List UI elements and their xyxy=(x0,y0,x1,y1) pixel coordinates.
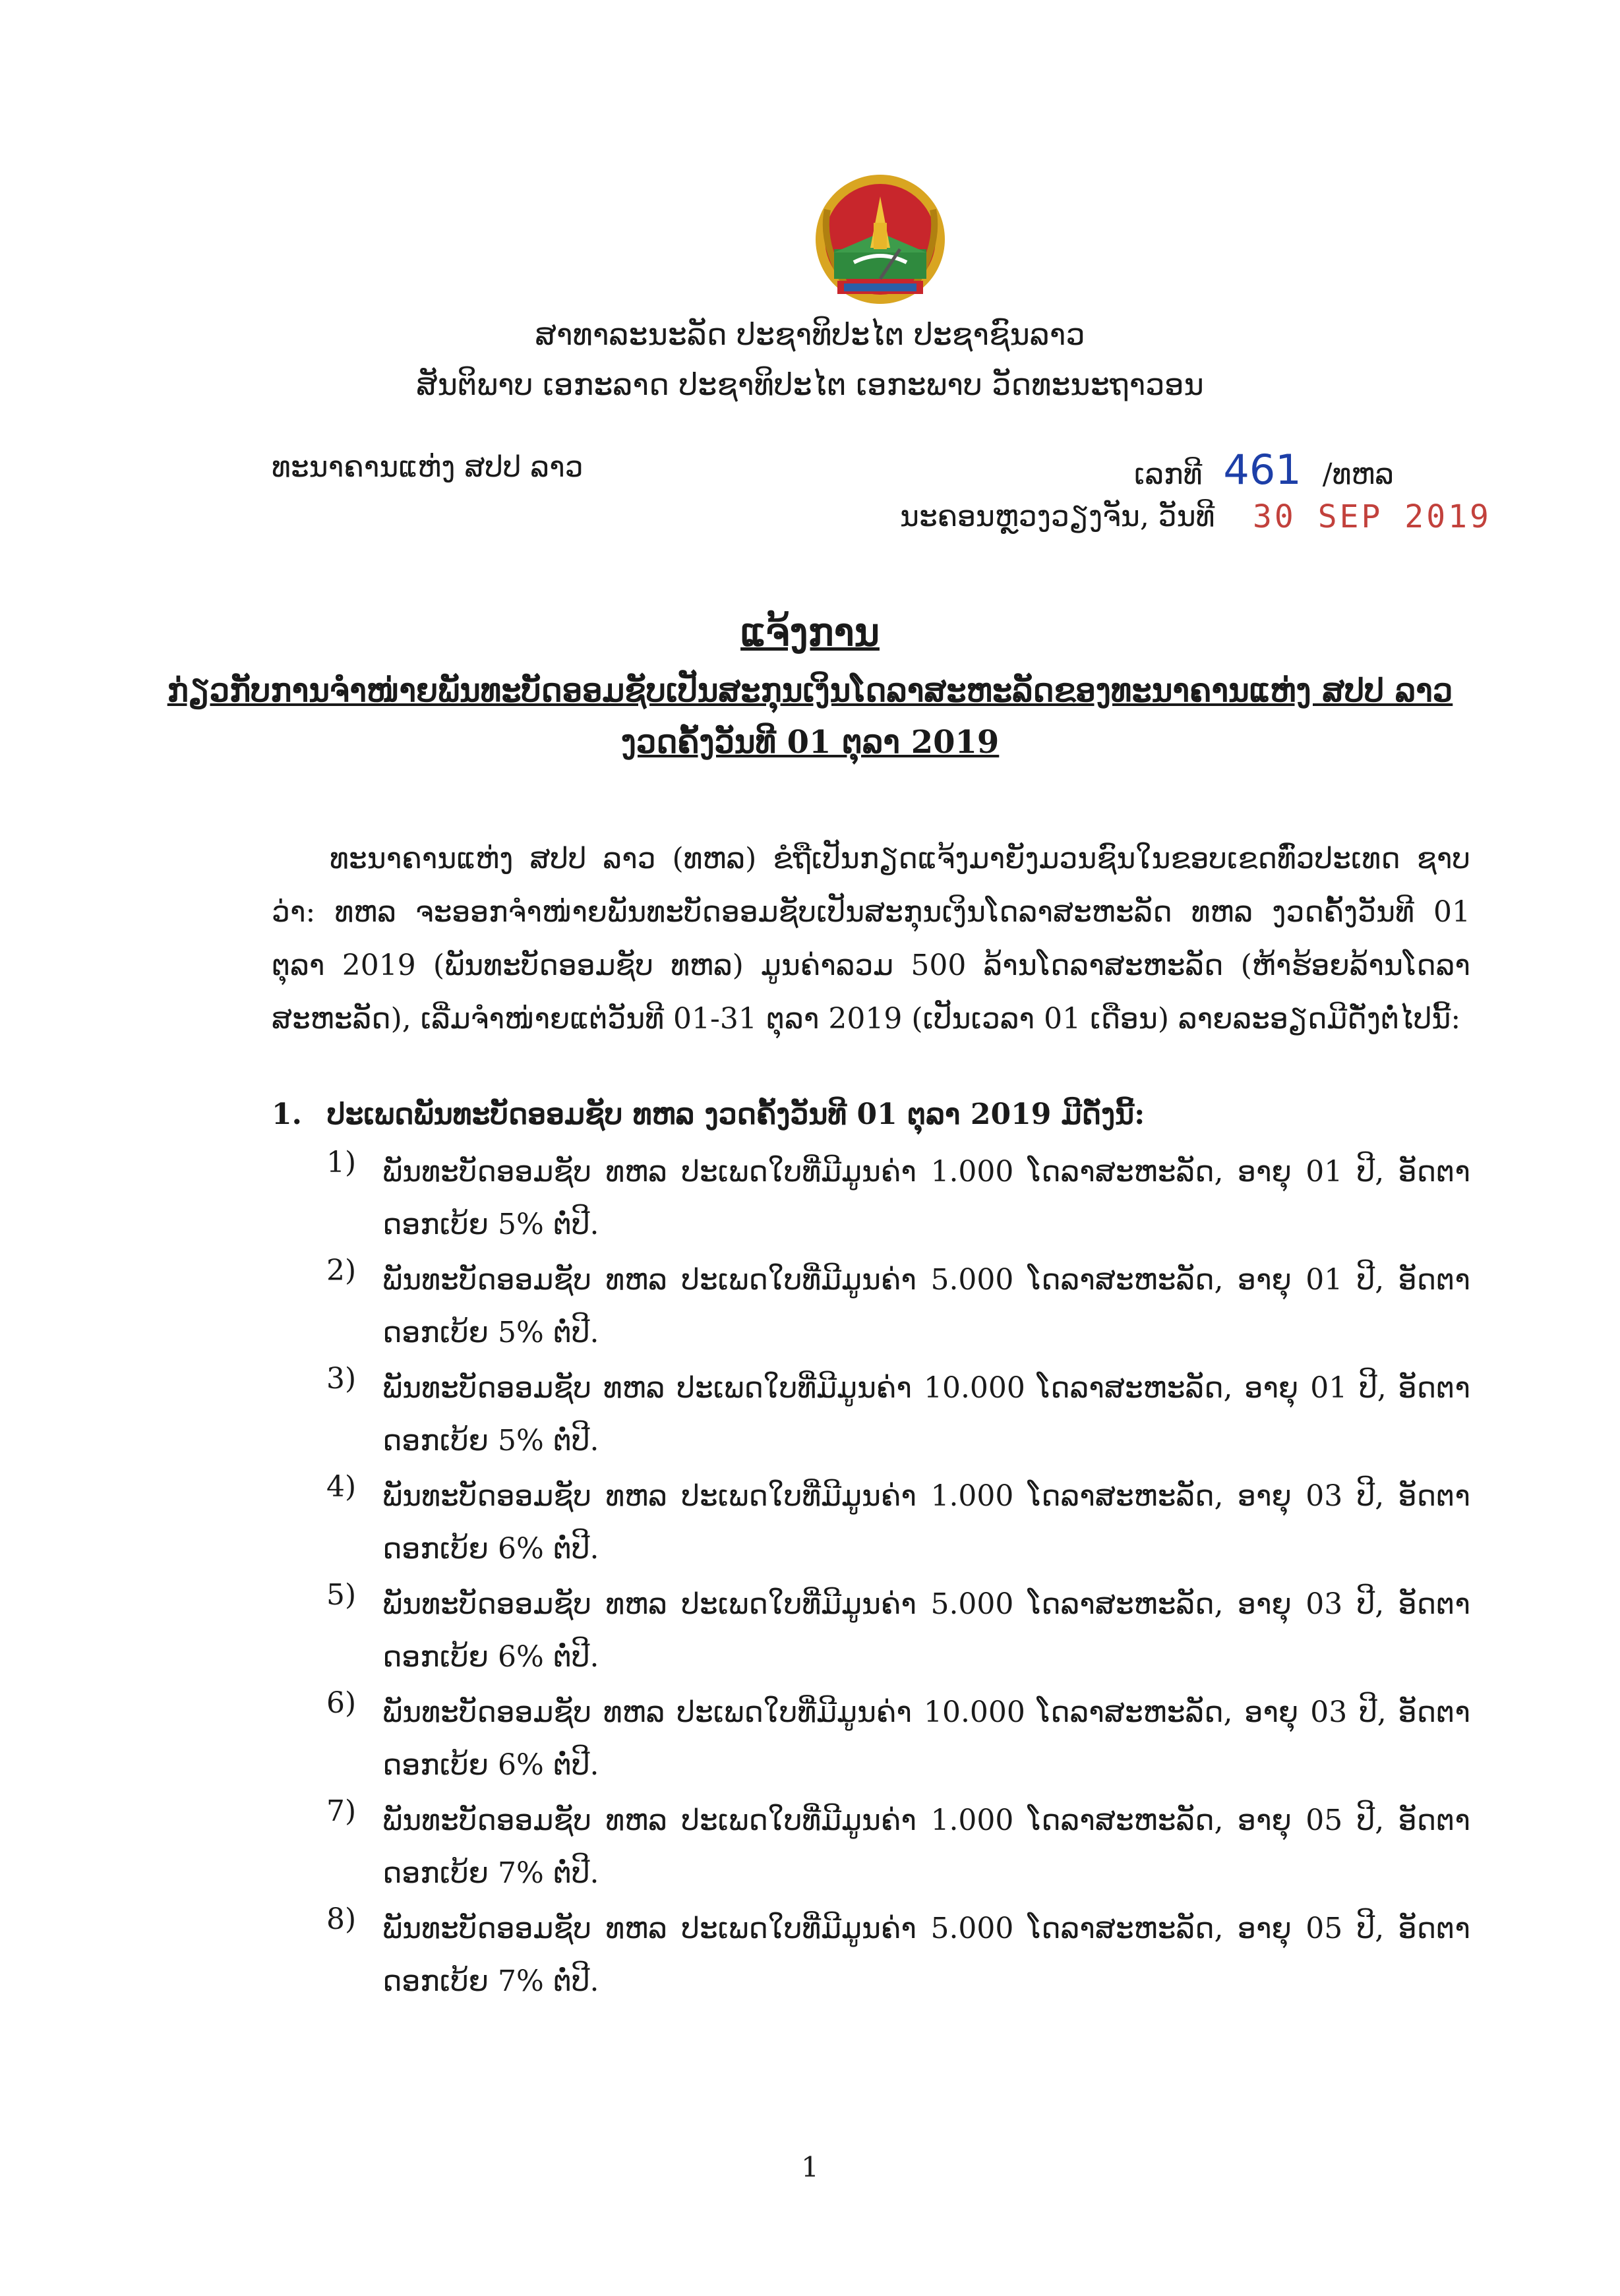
bond-type-list xyxy=(326,1146,1474,2011)
header-line-2: ສັນຕິພາບ ເອກະລາດ ປະຊາທິປະໄຕ ເອກະພາບ ວັດທະນະຖາວອນ xyxy=(416,367,1204,402)
list-item-number: 2) xyxy=(326,1254,357,1287)
list-item xyxy=(326,1362,1474,1470)
section-number: 1. xyxy=(272,1098,302,1131)
document-subtitle: ກ່ຽວກັບການຈຳໜ່າຍພັນທະບັດອອມຊັບເປັນສະກຸນເງິນໂດລາສະຫະລັດຂອງທະນາຄານແຫ່ງ ສປປ ລາວ xyxy=(167,672,1453,709)
list-item xyxy=(326,1254,1474,1362)
list-item-text: ພັນທະບັດອອມຊັບ ທຫລ ປະເພດໃບທີ່ມີມູນຄ່າ 1.000 ໂດລາສະຫະລັດ, ອາຍຸ 05 ປີ, ອັດຕາດອກເບ້ຍ 7% ຕໍ່ປີ. xyxy=(382,1804,1470,1890)
issuing-organization: ທະນາຄານແຫ່ງ ສປປ ລາວ xyxy=(272,450,584,484)
list-item-text: ພັນທະບັດອອມຊັບ ທຫລ ປະເພດໃບທີ່ມີມູນຄ່າ 5.000 ໂດລາສະຫະລັດ, ອາຍຸ 01 ປີ, ອັດຕາດອກເບ້ຍ 5% ຕໍ່ປີ. xyxy=(382,1263,1470,1349)
list-item-text: ພັນທະບັດອອມຊັບ ທຫລ ປະເພດໃບທີ່ມີມູນຄ່າ 10.000 ໂດລາສະຫະລັດ, ອາຍຸ 01 ປີ, ອັດຕາດອກເບ້ຍ 5% ຕໍ່ປີ. xyxy=(382,1371,1470,1457)
list-item xyxy=(326,1686,1474,1794)
ref-suffix: /ທຫລ xyxy=(1322,457,1395,491)
page-number: 1 xyxy=(801,2151,819,2183)
list-item-text: ພັນທະບັດອອມຊັບ ທຫລ ປະເພດໃບທີ່ມີມູນຄ່າ 5.000 ໂດລາສະຫະລັດ, ອາຍຸ 03 ປີ, ອັດຕາດອກເບ້ຍ 6% ຕໍ່ປີ. xyxy=(382,1587,1470,1674)
list-item xyxy=(326,1578,1474,1686)
list-item-number: 3) xyxy=(326,1362,357,1396)
header-line-1: ສາທາລະນະລັດ ປະຊາທິປະໄຕ ປະຊາຊົນລາວ xyxy=(535,316,1085,352)
section-title: ປະເພດພັນທະບັດອອມຊັບ ທຫລ ງວດຄັ້ງວັນທີ 01 ຕຸລາ 2019 ມີດັ່ງນີ້: xyxy=(327,1098,1145,1131)
list-item-number: 8) xyxy=(326,1902,357,1936)
document-title: ແຈ້ງການ xyxy=(740,610,880,655)
ref-number-handwritten: 461 xyxy=(1223,446,1302,494)
list-item-text: ພັນທະບັດອອມຊັບ ທຫລ ປະເພດໃບທີ່ມີມູນຄ່າ 5.000 ໂດລາສະຫະລັດ, ອາຍຸ 05 ປີ, ອັດຕາດອກເບ້ຍ 7% ຕໍ່ປີ. xyxy=(382,1912,1470,1998)
document-subtitle-date: ງວດຄັ້ງວັນທີ 01 ຕຸລາ 2019 xyxy=(620,724,1000,761)
list-item-text: ພັນທະບັດອອມຊັບ ທຫລ ປະເພດໃບທີ່ມີມູນຄ່າ 10.000 ໂດລາສະຫະລັດ, ອາຍຸ 03 ປີ, ອັດຕາດອກເບ້ຍ 6% ຕໍ່ປີ. xyxy=(382,1695,1470,1782)
list-item-text: ພັນທະບັດອອມຊັບ ທຫລ ປະເພດໃບທີ່ມີມູນຄ່າ 1.000 ໂດລາສະຫະລັດ, ອາຍຸ 01 ປີ, ອັດຕາດອກເບ້ຍ 5% ຕໍ່ປີ. xyxy=(382,1155,1470,1241)
list-item-number: 7) xyxy=(326,1794,357,1828)
list-item-number: 1) xyxy=(326,1146,357,1179)
list-item-number: 6) xyxy=(326,1686,357,1720)
ref-prefix: ເລກທີ xyxy=(1134,457,1203,491)
list-item xyxy=(326,1794,1474,1902)
list-item xyxy=(326,1902,1474,2011)
date-stamp: 30 SEP 2019 xyxy=(1253,498,1491,535)
intro-paragraph: ທະນາຄານແຫ່ງ ສປປ ລາວ (ທຫລ) ຂໍຖືເປັນກຽດແຈ້ງມາຍັງມວນຊົນໃນຂອບເຂດທົ່ວປະເທດ ຊາບວ່າ: ທຫລ ຈະອອກຈຳໜ່າຍພັນທະບັດອອມຊັບເປັນສະກຸນເງິນໂດລາສະຫະລັດ ທຫລ ງວດຄັ້ງວັນທີ 01 ຕຸລາ 2019 (ພັນທະບັດອອມຊັບ ທຫລ) ມູນຄ່າລວມ 500 ລ້ານໂດລາສະຫະລັດ (ຫ້າຮ້ອຍລ້ານໂດລາສະຫະລັດ), ເລີ່ມຈຳໜ່າຍແຕ່ວັນທີ 01-31 ຕຸລາ 2019 (ເປັນເວລາ 01 ເດືອນ) ລາຍລະອຽດມີດັ່ງຕໍ່ໄປນີ້: xyxy=(272,842,1470,1036)
list-item xyxy=(326,1470,1474,1578)
list-item-number: 5) xyxy=(326,1578,357,1612)
list-item-number: 4) xyxy=(326,1470,357,1504)
section-1-heading xyxy=(272,1098,1145,1131)
place-date-label: ນະຄອນຫຼວງວຽງຈັນ, ວັນທີ xyxy=(900,500,1215,533)
lao-national-emblem-icon xyxy=(808,170,953,309)
list-item xyxy=(326,1146,1474,1254)
reference-number xyxy=(1134,446,1394,494)
list-item-text: ພັນທະບັດອອມຊັບ ທຫລ ປະເພດໃບທີ່ມີມູນຄ່າ 1.000 ໂດລາສະຫະລັດ, ອາຍຸ 03 ປີ, ອັດຕາດອກເບ້ຍ 6% ຕໍ່ປີ. xyxy=(382,1479,1470,1566)
